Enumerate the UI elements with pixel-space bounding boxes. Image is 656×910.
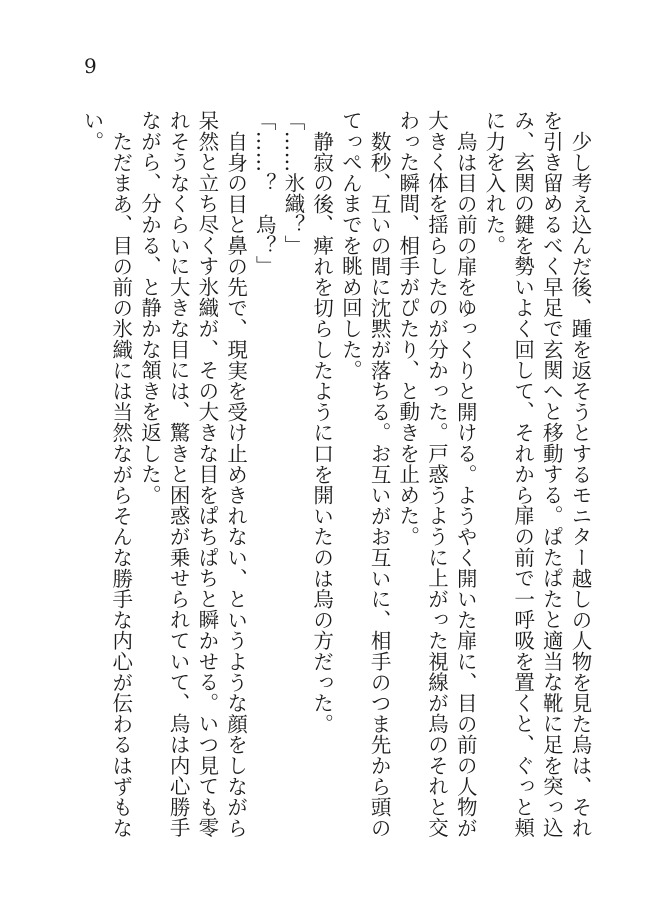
paragraph: 静寂の後、痺れを切らしたように口を開いたのは烏の方だった。	[309, 130, 334, 734]
dialogue-line: 「……氷織？」	[280, 110, 305, 256]
paragraph: 烏は目の前の扉をゆっくりと開ける。ようやく開いた扉に、目の前の人物が大きく体を揺らしたのが分かった。戸惑うように上がった視線が烏のそれと交わった瞬間、相手がぴたり、と動きを止めた。	[395, 110, 478, 838]
paragraph: 自身の目と鼻の先で、現実を受け止めきれない、というような顔をしながら呆然と立ち尽くす氷織が、その大きな目をぱちぱちと瞬かせる。いつ見ても零れそうなくらいに大きな目には、驚きと困惑が乗せられていて、烏は内心勝手ながら、分かる、と静かな頷きを返した。	[137, 110, 248, 838]
paragraph: 少し考え込んだ後、踵を返そうとするモニター越しの人物を見た烏は、それを引き留めるべく早足で玄関へと移動する。ぱたぱたと適当な靴に足を突っ込み、玄関の鍵を勢いよく回して、それから扉の前で一呼吸を置くと、ぐっと頬に力を入れた。	[481, 110, 592, 838]
page-number: 9	[84, 54, 97, 78]
body-text	[34, 110, 594, 850]
dialogue-line: 「……？ 烏？」	[252, 110, 277, 277]
paragraph: 数秒、互いの間に沈黙が落ちる。お互いがお互いに、相手のつま先から頭のてっぺんまでを眺め回した。	[338, 110, 392, 838]
paragraph: ただまあ、目の前の氷織には当然ながらそんな勝手な内心が伝わるはずもない。	[80, 110, 133, 838]
